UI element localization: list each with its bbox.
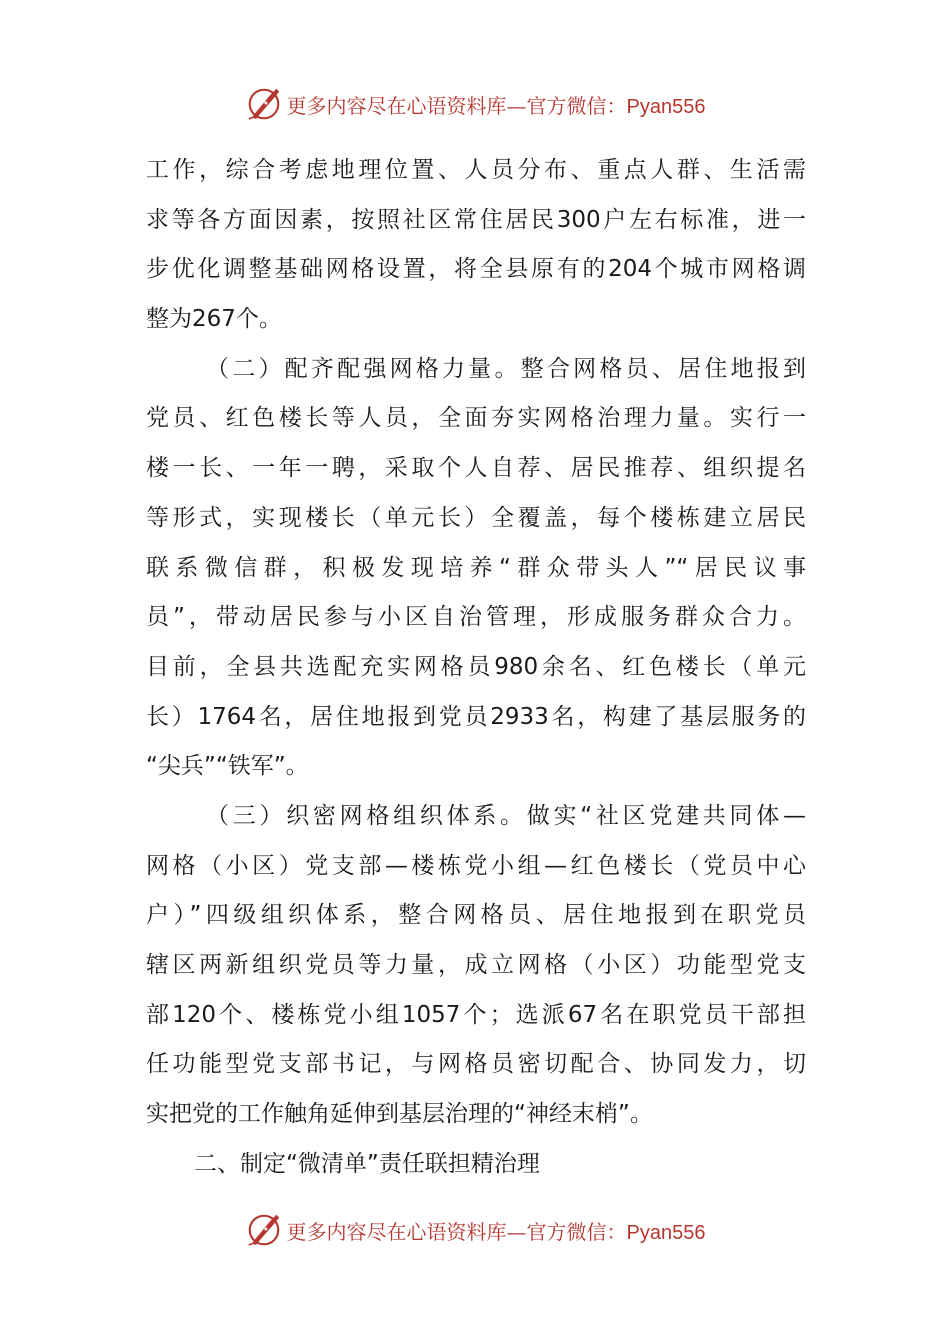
- watermark-text: 更多内容尽在心语资料库—官方微信：Pyan556: [286, 1219, 706, 1244]
- text-line: 长）1764名，居住地报到党员2933名，构建了基层服务的: [146, 703, 806, 730]
- text-line: 等形式，实现楼长（单元长）全覆盖，每个楼栋建立居民: [146, 504, 806, 531]
- paragraph-2: [146, 345, 806, 792]
- text-line: 求等各方面因素，按照社区常住居民300户左右标准，进一: [146, 206, 806, 233]
- watermark-footer: [0, 1208, 950, 1252]
- text-line: （三）织密网格组织体系。做实“社区党建共同体—: [206, 802, 806, 829]
- paragraph-1: [146, 146, 806, 345]
- text-line: 任功能型党支部书记，与网格员密切配合、协同发力，切: [146, 1051, 806, 1078]
- text-line: 楼一长、一年一聘，采取个人自荐、居民推荐、组织提名: [146, 455, 806, 482]
- text-line: （二）配齐配强网格力量。整合网格员、居住地报到: [206, 355, 806, 382]
- pen-nib-icon: [245, 1211, 283, 1249]
- watermark-handle: Pyan556: [626, 1221, 706, 1244]
- document-body: [146, 146, 806, 1189]
- paragraph-3: [146, 792, 806, 1140]
- text-line: 辖区两新组织党员等力量，成立网格（小区）功能型党支: [146, 952, 806, 978]
- watermark-text: 更多内容尽在心语资料库—官方微信：Pyan556: [286, 93, 706, 118]
- text-line: 整为267个。: [146, 306, 282, 333]
- text-line: 网格（小区）党支部—楼栋党小组—红色楼长（党员中心: [146, 852, 806, 879]
- watermark-handle: Pyan556: [626, 95, 706, 118]
- text-line: 实把党的工作触角延伸到基层治理的“神经末梢”。: [146, 1101, 653, 1128]
- text-line: 目前，全县共选配充实网格员980余名、红色楼长（单元: [146, 653, 806, 680]
- text-line: 户）”四级组织体系，整合网格员、居住地报到在职党员: [146, 902, 806, 929]
- pen-nib-icon: [245, 85, 283, 123]
- text-line: 部120个、楼栋党小组1057个；选派67名在职党员干部担: [146, 1001, 806, 1028]
- heading-line: 二、制定“微清单”责任联担精治理: [194, 1150, 540, 1177]
- text-line: “尖兵”“铁军”。: [146, 753, 309, 780]
- section-heading: [146, 1140, 806, 1190]
- watermark-header: [0, 82, 950, 126]
- text-line: 员”，带动居民参与小区自治管理，形成服务群众合力。: [146, 604, 806, 631]
- text-line: 联系微信群，积极发现培养“群众带头人”“居民议事: [146, 554, 806, 581]
- text-line: 党员、红色楼长等人员，全面夯实网格治理力量。实行一: [146, 405, 806, 432]
- text-line: 工作，综合考虑地理位置、人员分布、重点人群、生活需: [146, 157, 806, 183]
- text-line: 步优化调整基础网格设置，将全县原有的204个城市网格调: [146, 256, 806, 283]
